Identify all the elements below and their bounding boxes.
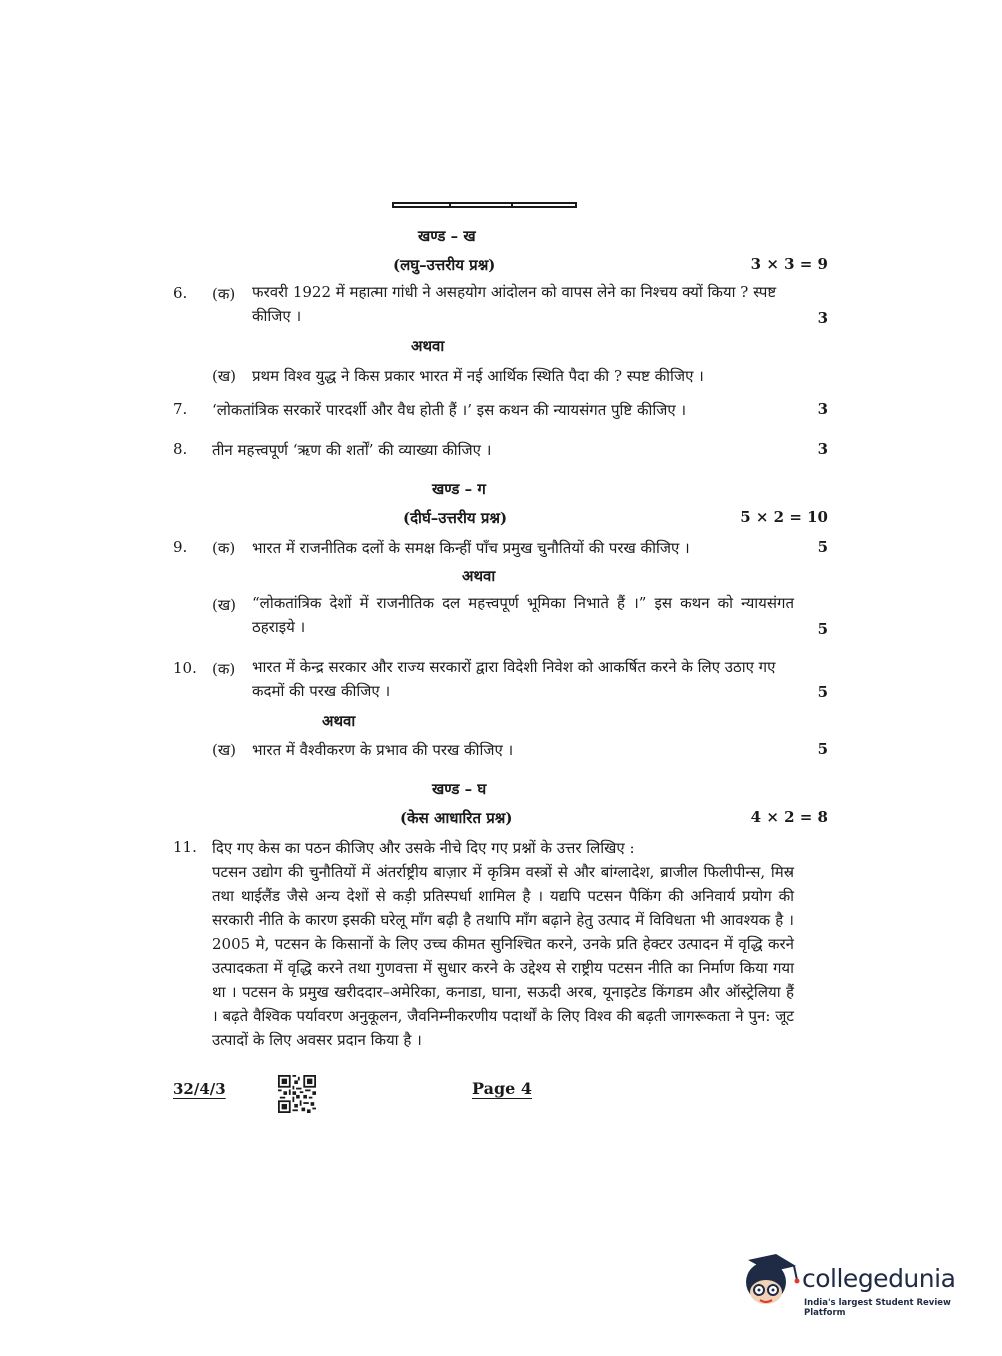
q6-b-label: (ख) — [212, 367, 236, 385]
q6-or: अथवा — [411, 337, 445, 355]
q7-marks: 3 — [817, 400, 828, 418]
q10-or: अथवा — [322, 712, 356, 730]
section-c-heading: खण्ड – ग — [432, 480, 486, 498]
logo-wordmark: collegedunia — [802, 1264, 956, 1293]
q8-text: तीन महत्त्वपूर्ण ‘ऋण की शर्तों’ की व्याख्या कीजिए । — [212, 441, 492, 459]
divider-tick — [449, 202, 451, 208]
q6-number: 6. — [173, 284, 188, 302]
q9-b-text: “लोकतांत्रिक देशों में राजनीतिक दल महत्त्वपूर्ण भूमिका निभाते हैं ।” इस कथन को न्यायसंगत ठहराइये । — [252, 594, 794, 636]
q6-b-text: प्रथम विश्व युद्ध ने किस प्रकार भारत में नई आर्थिक स्थिति पैदा की ? स्पष्ट कीजिए । — [252, 367, 704, 385]
q7-number: 7. — [173, 400, 188, 418]
q10-a-marks: 5 — [817, 683, 828, 701]
section-b-subheading: (लघु–उत्तरीय प्रश्न) — [393, 256, 496, 274]
q8-marks: 3 — [817, 440, 828, 458]
q9-a-marks: 5 — [817, 538, 828, 556]
divider-tick — [511, 202, 513, 208]
section-c-marks: 5 × 2 = 10 — [740, 508, 828, 526]
q6-a-label: (क) — [212, 285, 236, 303]
q10-number: 10. — [173, 659, 197, 677]
student-mascot-icon — [742, 1252, 802, 1314]
q10-b-marks: 5 — [817, 740, 828, 758]
footer-page-number: Page 4 — [472, 1079, 533, 1098]
q10-a-text: भारत में केन्द्र सरकार और राज्य सरकारों द्वारा विदेशी निवेश को आकर्षित करने के लिए उठाए गए कदमों की परख कीजिए । — [252, 658, 776, 700]
qr-code-icon — [278, 1075, 316, 1113]
q9-b-marks: 5 — [817, 620, 828, 638]
q9-b-label: (ख) — [212, 596, 236, 614]
q7-text: ‘लोकतांत्रिक सरकारें पारदर्शी और वैध होती हैं ।’ इस कथन की न्यायसंगत पुष्टि कीजिए । — [212, 401, 687, 419]
collegedunia-logo — [742, 1252, 972, 1318]
q6-a-marks: 3 — [817, 309, 828, 327]
q9-number: 9. — [173, 538, 188, 556]
q9-a-label: (क) — [212, 539, 236, 557]
q10-a-label: (क) — [212, 660, 236, 678]
section-c-subheading: (दीर्घ–उत्तरीय प्रश्न) — [403, 509, 508, 527]
q10-b-text: भारत में वैश्वीकरण के प्रभाव की परख कीजिए । — [252, 741, 514, 759]
q9-or: अथवा — [462, 567, 496, 585]
section-d-heading: खण्ड – घ — [432, 780, 487, 798]
q9-a-text: भारत में राजनीतिक दलों के समक्ष किन्हीं पाँच प्रमुख चुनौतियों की परख कीजिए । — [252, 539, 690, 557]
section-d-marks: 4 × 2 = 8 — [750, 808, 828, 826]
footer-paper-code: 32/4/3 — [173, 1080, 226, 1098]
section-b-marks: 3 × 3 = 9 — [750, 255, 828, 273]
q6-a-text: फरवरी 1922 में महात्मा गांधी ने असहयोग आंदोलन को वापस लेने का निश्चय क्यों किया ? स्पष्ट कीजिए । — [252, 283, 777, 325]
section-d-subheading: (केस आधारित प्रश्न) — [400, 809, 513, 827]
section-b-heading: खण्ड – ख — [418, 227, 476, 245]
q11-intro: दिए गए केस का पठन कीजिए और उसके नीचे दिए गए प्रश्नों के उत्तर लिखिए : — [212, 839, 635, 857]
logo-tagline: India's largest Student Review Platform — [804, 1298, 951, 1318]
q8-number: 8. — [173, 440, 188, 458]
q11-passage: पटसन उद्योग की चुनौतियों में अंतर्राष्ट्रीय बाज़ार में कृत्रिम वस्त्रों से और बांग्लादेश, ब्राजील फिलीपीन्स, मिस्र तथा थाईलैंड जैसे अन्य देशों से कड़ी प्रतिस्पर्धा शामिल है । यद्यपि पटसन पैकिंग की अनिवार्य प्रयोग की सरकारी नीति के कारण इसकी घरेलू माँग बढ़ी है तथापि माँग बढ़ाने हेतु उत्पाद में विविधता भी आवश्यक है । 2005 मे, पटसन के किसानों के लिए उच्च कीमत सुनिश्चित करने, उनके प्रति हेक्टर उत्पादन में वृद्धि करने उत्पादकता में वृद्धि करने तथा गुणवत्ता में सुधार करने के उद्देश्य से राष्ट्रीय पटसन नीति का निर्माण किया गया था । पटसन के प्रमुख खरीददार–अमेरिका, कनाडा, घाना, सऊदी अरब, यूनाइटेड किंगडम और ऑस्ट्रेलिया हैं । बढ़ते वैश्विक पर्यावरण अनुकूलन, जैवनिम्नीकरणीय पदार्थों के लिए विश्व की बढ़ती जागरूकता ने पुन: जूट उत्पादों के लिए अवसर प्रदान किया है । — [212, 863, 794, 1049]
q11-number: 11. — [173, 838, 197, 856]
q10-b-label: (ख) — [212, 741, 236, 759]
top-divider-bar — [392, 202, 577, 208]
